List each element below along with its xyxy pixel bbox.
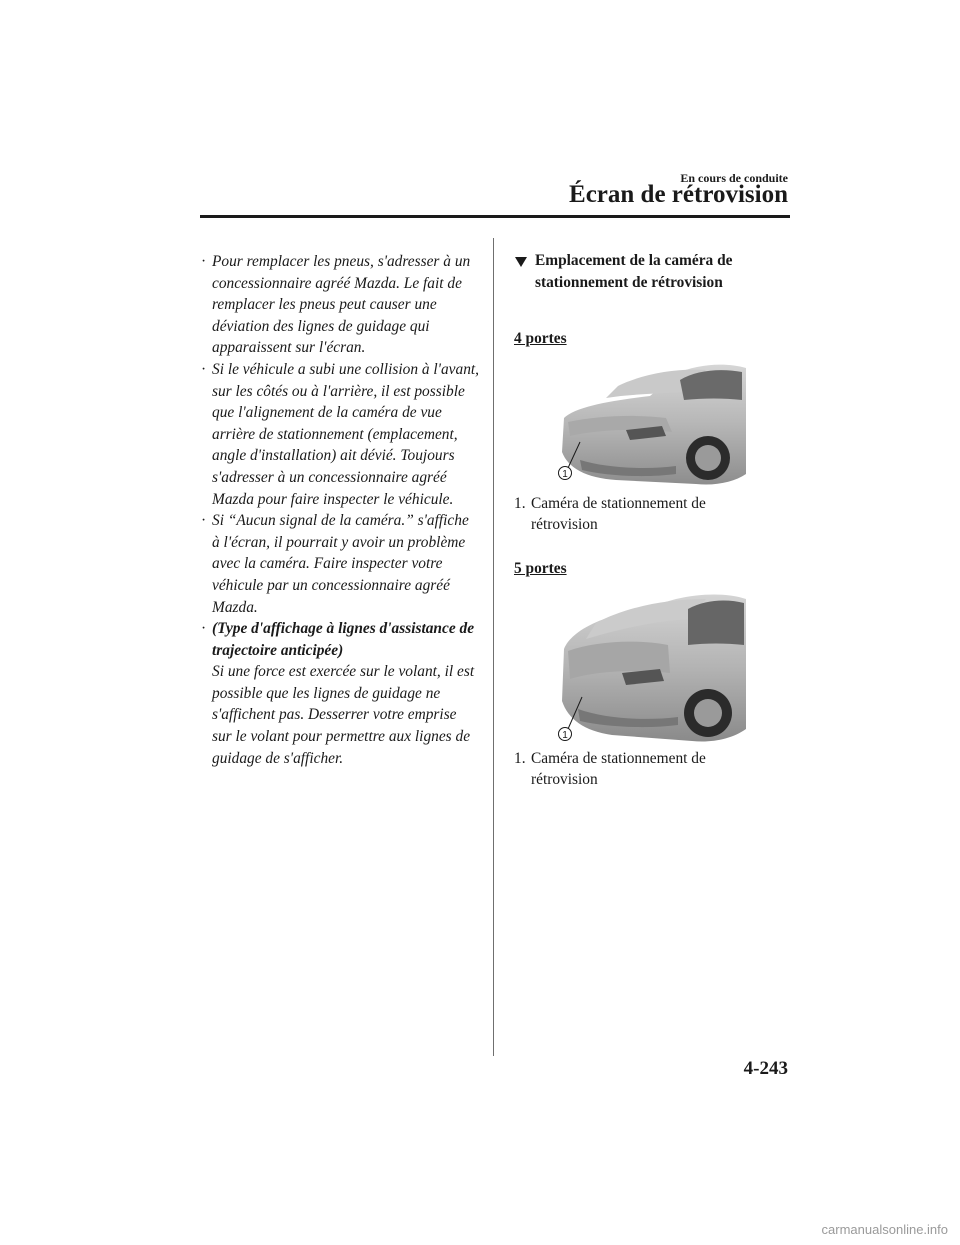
car-figure-4-portes	[556, 356, 748, 492]
page-number: 4-243	[743, 1058, 788, 1079]
caption-number: 1.	[514, 495, 526, 512]
caption-text: Caméra de stationnement de rétrovision	[531, 495, 706, 533]
figure-caption	[514, 493, 754, 535]
figure-caption	[514, 748, 754, 790]
bullet-text: Si une force est exercée sur le volant, il est possible que les lignes de guidage ne s'affichent pas. Desserrer votre emprise sur le volant pour permettre aux lignes de guidage de s'afficher.	[212, 663, 475, 767]
bullet-text: Pour remplacer les pneus, s'adresser à un concessionnaire agréé Mazda. Le fait de remplacer les pneus peut causer une déviation des lignes de guidage qui apparaissent sur l'écran.	[212, 253, 471, 357]
bullet-icon: ·	[201, 512, 207, 530]
car-figure-5-portes	[556, 589, 748, 747]
callout-number: 1	[562, 469, 568, 480]
caption-text: Caméra de stationnement de rétrovision	[531, 750, 706, 788]
section-heading-text: Emplacement de la caméra de stationnement de rétrovision	[535, 252, 733, 291]
door-label-5-portes: 5 portes	[514, 560, 567, 577]
bullet-icon: ·	[201, 620, 207, 638]
bullet-icon: ·	[201, 253, 207, 270]
door-label-4-portes: 4 portes	[514, 330, 567, 347]
watermark: carmanualsonline.info	[821, 1222, 948, 1237]
bullet-text: Si le véhicule a subi une collision à l'avant, sur les côtés ou à l'arrière, il est possible que l'alignement de la caméra de vue arrière de stationnement (emplacement, angle d'installation) ait dévié. Toujours s'adresser à un concessionnaire agréé Mazda pour faire inspecter le véhicule.	[212, 360, 480, 508]
bullet-text: Si “Aucun signal de la caméra.” s'affiche à l'écran, il pourrait y avoir un problème avec la caméra. Faire inspecter votre véhicule par un concessionnaire agréé Mazda.	[212, 512, 469, 616]
caption-number: 1.	[514, 750, 526, 767]
right-column	[514, 250, 794, 294]
bullet-item	[200, 251, 480, 359]
page-title: Écran de rétrovision	[569, 181, 788, 208]
bullet-icon: ·	[201, 360, 207, 378]
left-column	[200, 251, 480, 769]
header-rule	[200, 215, 790, 218]
section-heading	[514, 250, 794, 294]
header-section-label: En cours de conduite	[680, 171, 788, 185]
column-divider	[493, 238, 494, 1056]
triangle-down-icon	[514, 256, 528, 268]
bullet-item	[200, 510, 480, 618]
bullet-item	[200, 359, 480, 510]
callout-number: 1	[562, 730, 568, 741]
bullet-item	[200, 618, 480, 769]
bullet-bold-heading: (Type d'affichage à lignes d'assistance de trajectoire anticipée)	[212, 620, 475, 659]
